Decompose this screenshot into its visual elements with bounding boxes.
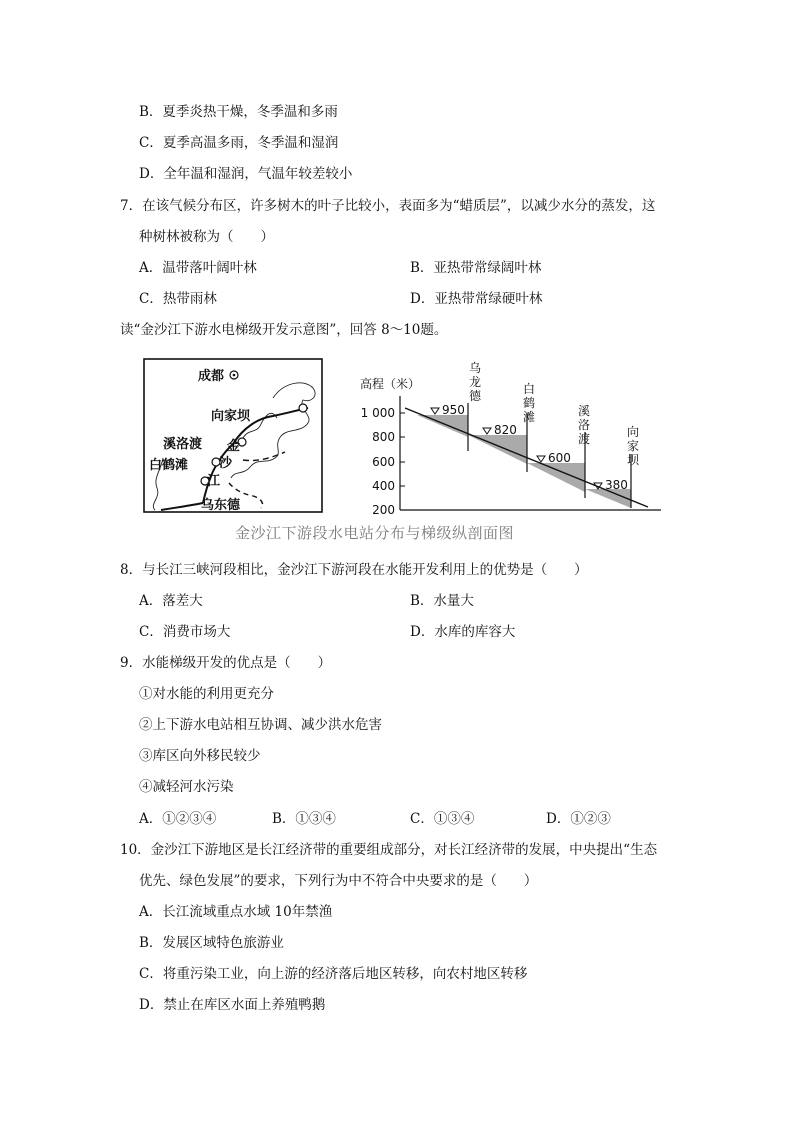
- station-name-xiangjiaba: [627, 425, 640, 467]
- q10-option-b: B．发展区域特色旅游业: [139, 935, 284, 951]
- q8-option-d: D．水库的库容大: [410, 624, 516, 640]
- map-xiangjiaba-label: 向家坝: [211, 409, 251, 424]
- svg-text:鹤: 鹤: [523, 396, 536, 410]
- level-950: 950: [442, 403, 465, 417]
- water-level-icon: [483, 428, 491, 434]
- q7-option-b: B．亚热带常绿阔叶林: [410, 260, 542, 276]
- q7-stem-line1: 7．在该气候分布区，许多树木的叶子比较小，表面多为“蜡质层”，以减少水分的蒸发，这: [120, 198, 656, 214]
- q6-option-d: D．全年温和湿润，气温年较差较小: [139, 166, 353, 182]
- reservoir-wudongde: [417, 415, 468, 437]
- q10-option-a: A．长江流域重点水域 10年禁渔: [139, 904, 333, 920]
- q7-option-c: C．热带雨林: [139, 291, 217, 307]
- q10-option-c: C．将重污染工业，向上游的经济落后地区转移，向农村地区转移: [139, 966, 528, 982]
- svg-text:溪: 溪: [578, 404, 591, 418]
- svg-text:龙: 龙: [469, 375, 482, 389]
- ytick-400: 400: [372, 479, 395, 493]
- reading-intro: 读“金沙江下游水电梯级开发示意图”，回答 8～10题。: [120, 322, 448, 338]
- q9-statement-1: ①对水能的利用更充分: [139, 686, 274, 702]
- q7-option-a: A．温带落叶阔叶林: [139, 260, 257, 276]
- q10-option-d: D．禁止在库区水面上养殖鸭鹅: [139, 997, 326, 1013]
- svg-text:渡: 渡: [578, 432, 591, 446]
- profile-yticks: [361, 406, 405, 517]
- svg-text:乌: 乌: [469, 361, 482, 375]
- profile-ylabel: 高程（米）: [360, 377, 421, 391]
- q8-stem: 8．与长江三峡河段相比，金沙江下游河段在水能开发利用上的优势是（ ）: [120, 562, 588, 578]
- svg-text:洛: 洛: [578, 418, 591, 432]
- station-name-xiluodu: [578, 403, 590, 446]
- figure-svg: [143, 358, 663, 518]
- q6-option-b: B．夏季炎热干燥，冬季温和多雨: [139, 104, 338, 120]
- q9-option-a: A．①②③④: [139, 811, 217, 827]
- station-name-wudongde: [469, 360, 482, 403]
- svg-text:白: 白: [523, 382, 536, 396]
- reservoir-baihetan: [468, 435, 527, 464]
- svg-text:家: 家: [627, 439, 640, 453]
- map-river-char-1: 金: [227, 439, 241, 454]
- ytick-800: 800: [372, 430, 395, 444]
- q9-statement-4: ④减轻河水污染: [139, 779, 234, 795]
- q7-stem-line2: 种树林被称为（ ）: [139, 229, 274, 245]
- svg-text:滩: 滩: [523, 410, 536, 424]
- figure: [143, 358, 663, 522]
- svg-text:德: 德: [469, 389, 482, 403]
- q9-statement-2: ②上下游水电站相互协调、减少洪水危害: [139, 717, 382, 733]
- q8-option-c: C．消费市场大: [139, 624, 231, 640]
- station-name-baihetan: [523, 382, 535, 424]
- svg-text:坝: 坝: [627, 453, 640, 467]
- ytick-1000: 1 000: [360, 406, 395, 420]
- q9-option-d: D．①②③: [546, 811, 611, 827]
- water-level-icon: [431, 408, 439, 414]
- q10-stem-line2: 优先、绿色发展”的要求，下列行为中不符合中央要求的是（ ）: [139, 873, 538, 889]
- map-xiluodu-label: 溪洛渡: [163, 437, 203, 452]
- ytick-600: 600: [372, 455, 395, 469]
- ytick-200: 200: [372, 503, 395, 517]
- q9-stem: 9．水能梯级开发的优点是（ ）: [120, 655, 332, 671]
- map-baihetan-label: 白鹤滩: [149, 458, 189, 473]
- map-wudongde-label: 乌东德: [201, 498, 241, 513]
- map-frame: [144, 359, 322, 512]
- q10-stem-line1: 10．金沙江下游地区是长江经济带的重要组成部分，对长江经济带的发展，中央提出“生态: [120, 842, 658, 858]
- q8-option-b: B．水量大: [410, 593, 474, 609]
- water-level-icon: [537, 456, 545, 462]
- q9-option-c: C．①③④: [410, 811, 475, 827]
- q9-option-b: B．①③④: [272, 811, 336, 827]
- level-820: 820: [494, 423, 517, 437]
- q8-option-a: A．落差大: [139, 593, 203, 609]
- map-river-char-2: 沙: [219, 456, 233, 471]
- q6-option-c: C．夏季高温多雨，冬季温和湿润: [139, 135, 339, 151]
- level-380: 380: [605, 478, 628, 492]
- map-river-char-3: 江: [207, 474, 221, 489]
- figure-caption: 金沙江下游段水电站分布与梯级纵剖面图: [235, 524, 515, 542]
- map-chengdu-label: 成都: [198, 369, 225, 384]
- level-600: 600: [548, 451, 571, 465]
- dam-xiangjiaba-icon: [299, 404, 307, 412]
- q9-statement-3: ③库区向外移民较少: [139, 748, 261, 764]
- svg-text:向: 向: [627, 425, 640, 439]
- q7-option-d: D．亚热带常绿硬叶林: [410, 291, 543, 307]
